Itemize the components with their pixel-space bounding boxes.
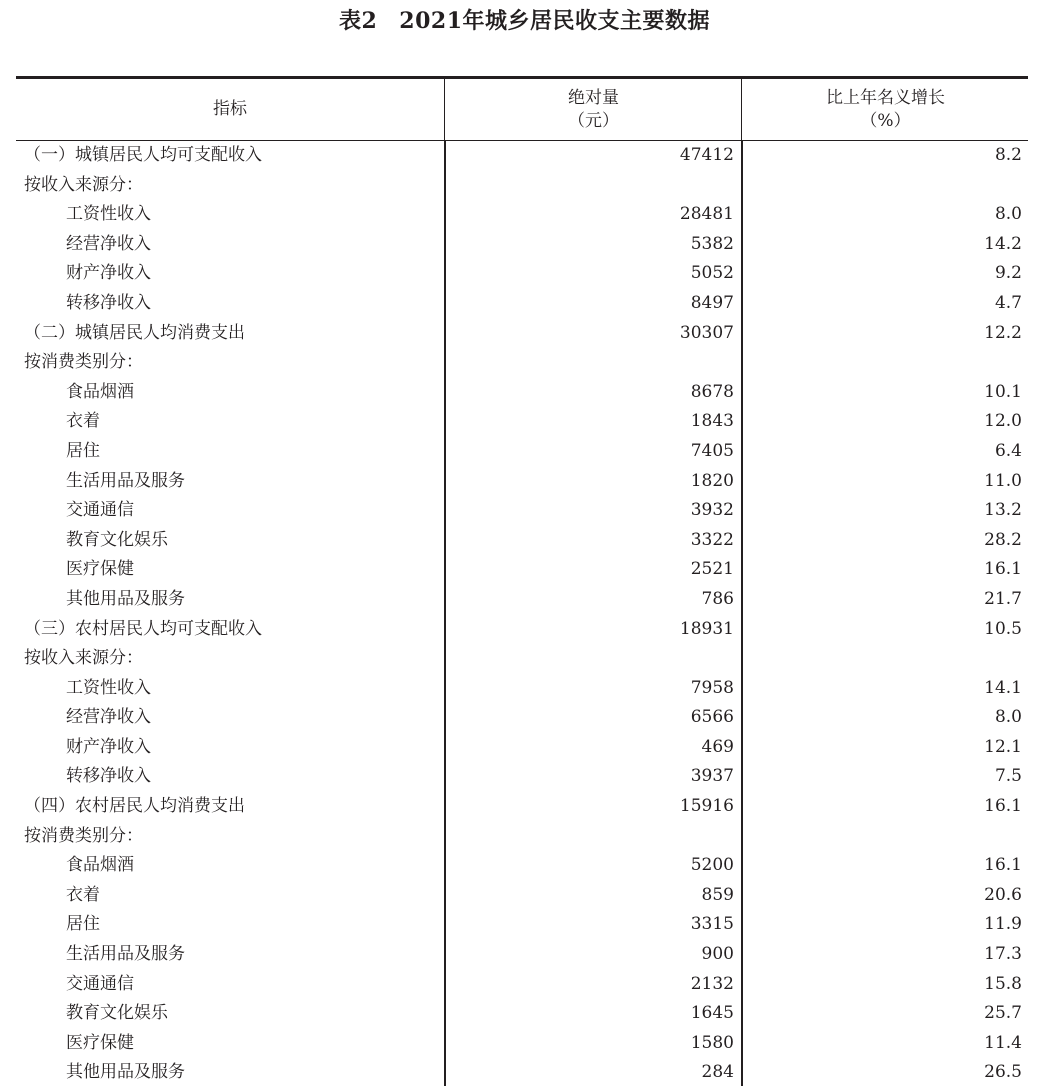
row-label: 按消费类别分：	[24, 352, 143, 373]
table-row	[16, 615, 1028, 645]
row-absolute-value: 2132	[690, 973, 734, 994]
row-label: 食品烟酒	[66, 381, 134, 402]
row-label: 转移净收入	[66, 766, 151, 787]
row-absolute-value: 15916	[679, 796, 734, 817]
table-row	[16, 467, 1028, 497]
row-growth-value: 4.7	[994, 292, 1022, 313]
row-growth-value: 11.4	[984, 1032, 1022, 1053]
row-growth-value: 9.2	[994, 263, 1022, 284]
table-row	[16, 171, 1028, 201]
row-growth-value: 25.7	[984, 1003, 1022, 1024]
header-growth-unit: （%）	[860, 110, 911, 131]
row-label: 转移净收入	[66, 292, 151, 313]
row-label: （三）农村居民人均可支配收入	[24, 618, 262, 639]
header-indicator	[16, 79, 444, 140]
table-row	[16, 822, 1028, 852]
row-absolute-value: 1645	[690, 1003, 734, 1024]
row-label: 生活用品及服务	[66, 944, 185, 965]
row-growth-value: 11.9	[984, 914, 1022, 935]
row-absolute-value: 5382	[690, 233, 734, 254]
row-label: 财产净收入	[66, 736, 151, 757]
row-label: 食品烟酒	[66, 855, 134, 876]
row-growth-value: 16.1	[984, 559, 1022, 580]
row-label: 衣着	[66, 884, 100, 905]
table-row	[16, 851, 1028, 881]
row-label: 教育文化娱乐	[66, 529, 168, 550]
row-absolute-value: 47412	[679, 145, 734, 165]
table-row	[16, 674, 1028, 704]
row-absolute-value: 5052	[690, 263, 734, 284]
row-growth-value: 10.5	[984, 618, 1022, 639]
header-absolute-unit: （元）	[568, 110, 619, 131]
row-growth-value: 7.5	[994, 766, 1022, 787]
row-growth-value: 17.3	[984, 944, 1022, 965]
row-growth-value: 28.2	[984, 529, 1022, 550]
row-growth-value: 11.0	[984, 470, 1022, 491]
table-row	[16, 407, 1028, 437]
row-label: 居住	[66, 440, 100, 461]
row-absolute-value: 3932	[690, 500, 734, 521]
row-absolute-value: 5200	[690, 855, 734, 876]
row-absolute-value: 7958	[690, 677, 734, 698]
row-absolute-value: 2521	[690, 559, 734, 580]
row-label: （二）城镇居民人均消费支出	[24, 322, 245, 343]
row-growth-value: 16.1	[984, 855, 1022, 876]
row-absolute-value: 30307	[679, 322, 734, 343]
table-row	[16, 970, 1028, 1000]
row-label: 其他用品及服务	[66, 588, 185, 609]
table-row	[16, 526, 1028, 556]
row-absolute-value: 18931	[679, 618, 734, 639]
row-label: 医疗保健	[66, 1032, 134, 1053]
row-growth-value: 10.1	[984, 381, 1022, 402]
table-row	[16, 555, 1028, 585]
row-absolute-value: 859	[701, 884, 734, 905]
header-growth-label: 比上年名义增长	[826, 87, 945, 108]
row-absolute-value: 3322	[690, 529, 734, 550]
header-absolute	[444, 79, 742, 140]
row-growth-value: 8.0	[994, 204, 1022, 225]
table-row	[16, 378, 1028, 408]
row-growth-value: 26.5	[984, 1062, 1022, 1083]
row-label: 经营净收入	[66, 707, 151, 728]
header-growth	[741, 79, 1029, 140]
table-row	[16, 230, 1028, 260]
table-row	[16, 437, 1028, 467]
row-label: 交通通信	[66, 973, 134, 994]
row-absolute-value: 1580	[690, 1032, 734, 1053]
row-label: 按消费类别分：	[24, 825, 143, 846]
row-absolute-value: 1820	[690, 470, 734, 491]
row-growth-value: 21.7	[984, 588, 1022, 609]
header-absolute-label: 绝对量	[568, 87, 619, 108]
row-label: 居住	[66, 914, 100, 935]
row-absolute-value: 900	[701, 944, 734, 965]
table-row	[16, 644, 1028, 674]
table-row	[16, 141, 1028, 171]
table-header	[16, 79, 1028, 141]
row-growth-value: 14.1	[984, 677, 1022, 698]
row-label: 财产净收入	[66, 263, 151, 284]
table-row	[16, 762, 1028, 792]
row-absolute-value: 284	[701, 1062, 734, 1083]
table-row	[16, 348, 1028, 378]
row-growth-value: 8.2	[994, 145, 1022, 165]
table-row	[16, 792, 1028, 822]
table-row	[16, 703, 1028, 733]
table-number: 表2	[338, 8, 378, 34]
row-absolute-value: 28481	[679, 204, 734, 225]
table-row	[16, 999, 1028, 1029]
row-growth-value: 16.1	[984, 796, 1022, 817]
table-title-text: 2021年城乡居民收支主要数据	[399, 8, 711, 34]
table-row	[16, 1058, 1028, 1088]
table-row	[16, 585, 1028, 615]
row-growth-value: 12.2	[984, 322, 1022, 343]
table-row	[16, 289, 1028, 319]
row-growth-value: 12.1	[984, 736, 1022, 757]
row-growth-value: 14.2	[984, 233, 1022, 254]
row-absolute-value: 8678	[690, 381, 734, 402]
row-absolute-value: 469	[701, 736, 734, 757]
row-absolute-value: 3937	[690, 766, 734, 787]
row-label: 按收入来源分：	[24, 174, 143, 195]
table-body	[16, 141, 1028, 1088]
row-label: 按收入来源分：	[24, 648, 143, 669]
row-growth-value: 6.4	[994, 440, 1022, 461]
row-label: 医疗保健	[66, 559, 134, 580]
row-absolute-value: 8497	[690, 292, 734, 313]
header-indicator-label: 指标	[213, 99, 247, 119]
table-row	[16, 319, 1028, 349]
row-label: 其他用品及服务	[66, 1062, 185, 1083]
row-growth-value: 8.0	[994, 707, 1022, 728]
row-label: 工资性收入	[66, 204, 151, 225]
table-row	[16, 259, 1028, 289]
row-growth-value: 15.8	[984, 973, 1022, 994]
row-label: 交通通信	[66, 500, 134, 521]
table-row	[16, 496, 1028, 526]
table-row	[16, 940, 1028, 970]
row-absolute-value: 7405	[690, 440, 734, 461]
row-label: 生活用品及服务	[66, 470, 185, 491]
table-row	[16, 910, 1028, 940]
row-growth-value: 13.2	[984, 500, 1022, 521]
row-label: （四）农村居民人均消费支出	[24, 796, 245, 817]
row-absolute-value: 3315	[690, 914, 734, 935]
row-absolute-value: 1843	[690, 411, 734, 432]
row-growth-value: 20.6	[984, 884, 1022, 905]
table-title	[0, 4, 1049, 35]
row-label: 教育文化娱乐	[66, 1003, 168, 1024]
table-row	[16, 1029, 1028, 1059]
row-label: 工资性收入	[66, 677, 151, 698]
row-label: 衣着	[66, 411, 100, 432]
row-absolute-value: 786	[701, 588, 734, 609]
row-growth-value: 12.0	[984, 411, 1022, 432]
row-label: 经营净收入	[66, 233, 151, 254]
table-row	[16, 200, 1028, 230]
table-row	[16, 881, 1028, 911]
table-row	[16, 733, 1028, 763]
row-label: （一）城镇居民人均可支配收入	[24, 145, 262, 165]
row-absolute-value: 6566	[690, 707, 734, 728]
